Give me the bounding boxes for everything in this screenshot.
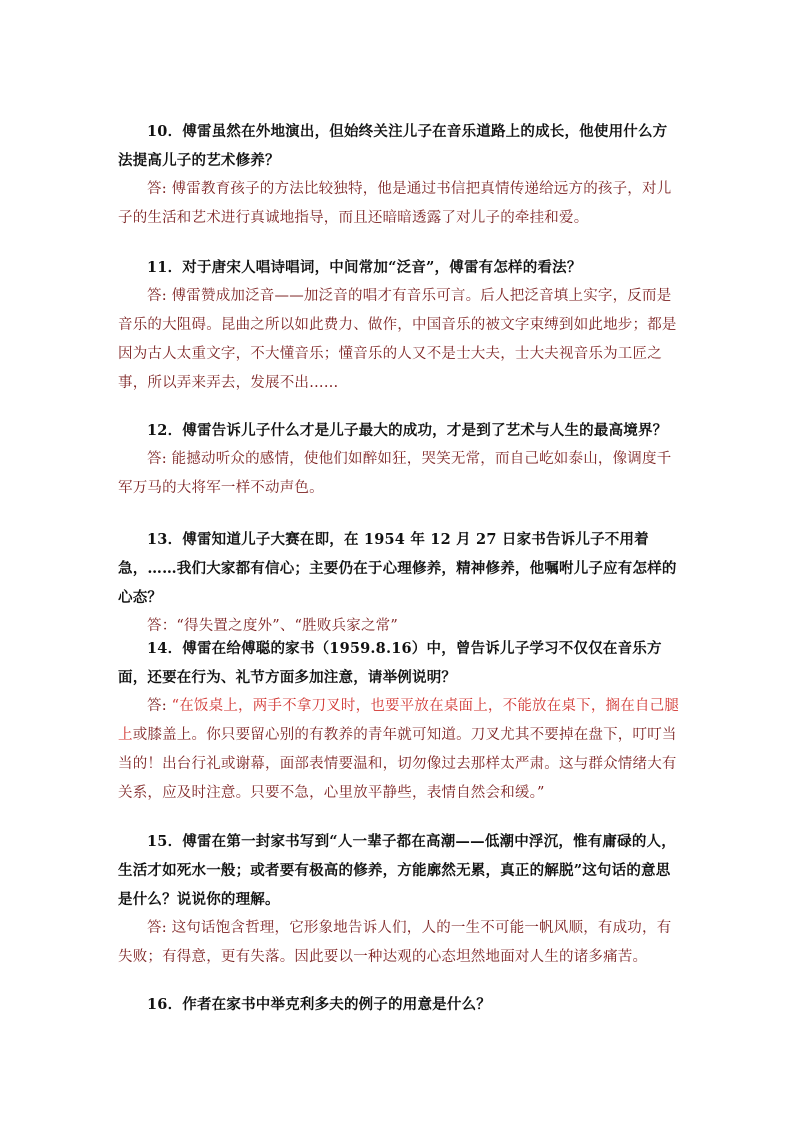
answer-highlight-text: “在饭桌上，两手不拿刀叉时，也要平放在桌面上，不能放在桌下，搁在自己腿上 xyxy=(118,698,680,743)
answer-14 xyxy=(118,692,680,808)
question-14: 14．傅雷在给傅聪的家书（1959.8.16）中，曾告诉儿子学习不仅仅在音乐方面，还要在行为、礼节方面多加注意，请举例说明？ xyxy=(118,640,662,686)
answer-11 xyxy=(118,282,680,398)
qa-item-15 xyxy=(118,827,680,972)
answer-prefix: 答: xyxy=(147,920,172,936)
qa-item-14 xyxy=(118,634,680,808)
answer-text: 或膝盖上。你只要留心别的有教养的青年就可知道。刀叉尤其不要掉在盘下，叮叮当当的！出台行礼或谢幕，面部表情要温和，切勿像过去那样太严肃。这与群众情绪大有关系，应及时注意。只要不急，心里放平静些，表情自然会和缓。” xyxy=(118,727,677,801)
answer-10 xyxy=(118,175,680,233)
answer-text: “得失置之度外”、“胜败兵家之常” xyxy=(176,618,398,634)
answer-15 xyxy=(118,914,680,972)
question-15: 15．傅雷在第一封家书写到“人一辈子都在高潮——低潮中浮沉，惟有庸碌的人，生活才如死水一般；或者要有极高的修养，方能廓然无累，真正的解脱”这句话的意思是什么？说说你的理解。 xyxy=(118,833,676,908)
question-12: 12．傅雷告诉儿子什么才是儿子最大的成功，才是到了艺术与人生的最高境界？ xyxy=(147,422,668,439)
question-10: 10．傅雷虽然在外地演出，但始终关注儿子在音乐道路上的成长，他使用什么方法提高儿子的艺术修养？ xyxy=(118,123,668,169)
answer-prefix: 答: xyxy=(147,288,172,304)
qa-item-12 xyxy=(118,416,680,503)
answer-12 xyxy=(118,445,680,503)
answer-text: 能撼动听众的感情，使他们如醉如狂，哭笑无常，而自己屹如泰山，像调度千军万马的大将军一样不动声色。 xyxy=(118,451,672,496)
question-16: 16．作者在家书中举克利多夫的例子的用意是什么？ xyxy=(147,996,491,1013)
answer-prefix: 答： xyxy=(147,618,177,634)
answer-prefix: 答: xyxy=(147,698,172,714)
qa-item-13 xyxy=(118,525,680,641)
qa-item-11 xyxy=(118,253,680,398)
question-11: 11．对于唐宋人唱诗唱词，中间常加“泛音”，傅雷有怎样的看法？ xyxy=(147,259,582,276)
question-13: 13．傅雷知道儿子大赛在即，在 1954 年 12 月 27 日家书告诉儿子不用着急，……我们大家都有信心；主要仍在于心理修养，精神修养，他嘱咐儿子应有怎样的心态？ xyxy=(118,531,677,606)
qa-item-10 xyxy=(118,117,680,233)
answer-text: 傅雷教育孩子的方法比较独特，他是通过书信把真情传递给远方的孩子，对儿子的生活和艺术进行真诚地指导，而且还暗暗透露了对儿子的牵挂和爱。 xyxy=(118,181,672,226)
answer-prefix: 答: xyxy=(147,181,172,197)
qa-item-16 xyxy=(118,990,680,1019)
answer-text: 傅雷赞成加泛音——加泛音的唱才有音乐可言。后人把泛音填上实字，反而是音乐的大阻碍。昆曲之所以如此费力、做作，中国音乐的被文字束缚到如此地步；都是因为古人太重文字，不大懂音乐；懂音乐的人又不是士大夫，士大夫视音乐为工匠之事，所以弄来弄去，发展不出…… xyxy=(118,288,677,391)
answer-text: 这句话饱含哲理，它形象地告诉人们，人的一生不可能一帆风顺，有成功，有失败；有得意，更有失落。因此要以一种达观的心态坦然地面对人生的诸多痛苦。 xyxy=(118,920,672,965)
answer-prefix: 答: xyxy=(147,451,172,467)
